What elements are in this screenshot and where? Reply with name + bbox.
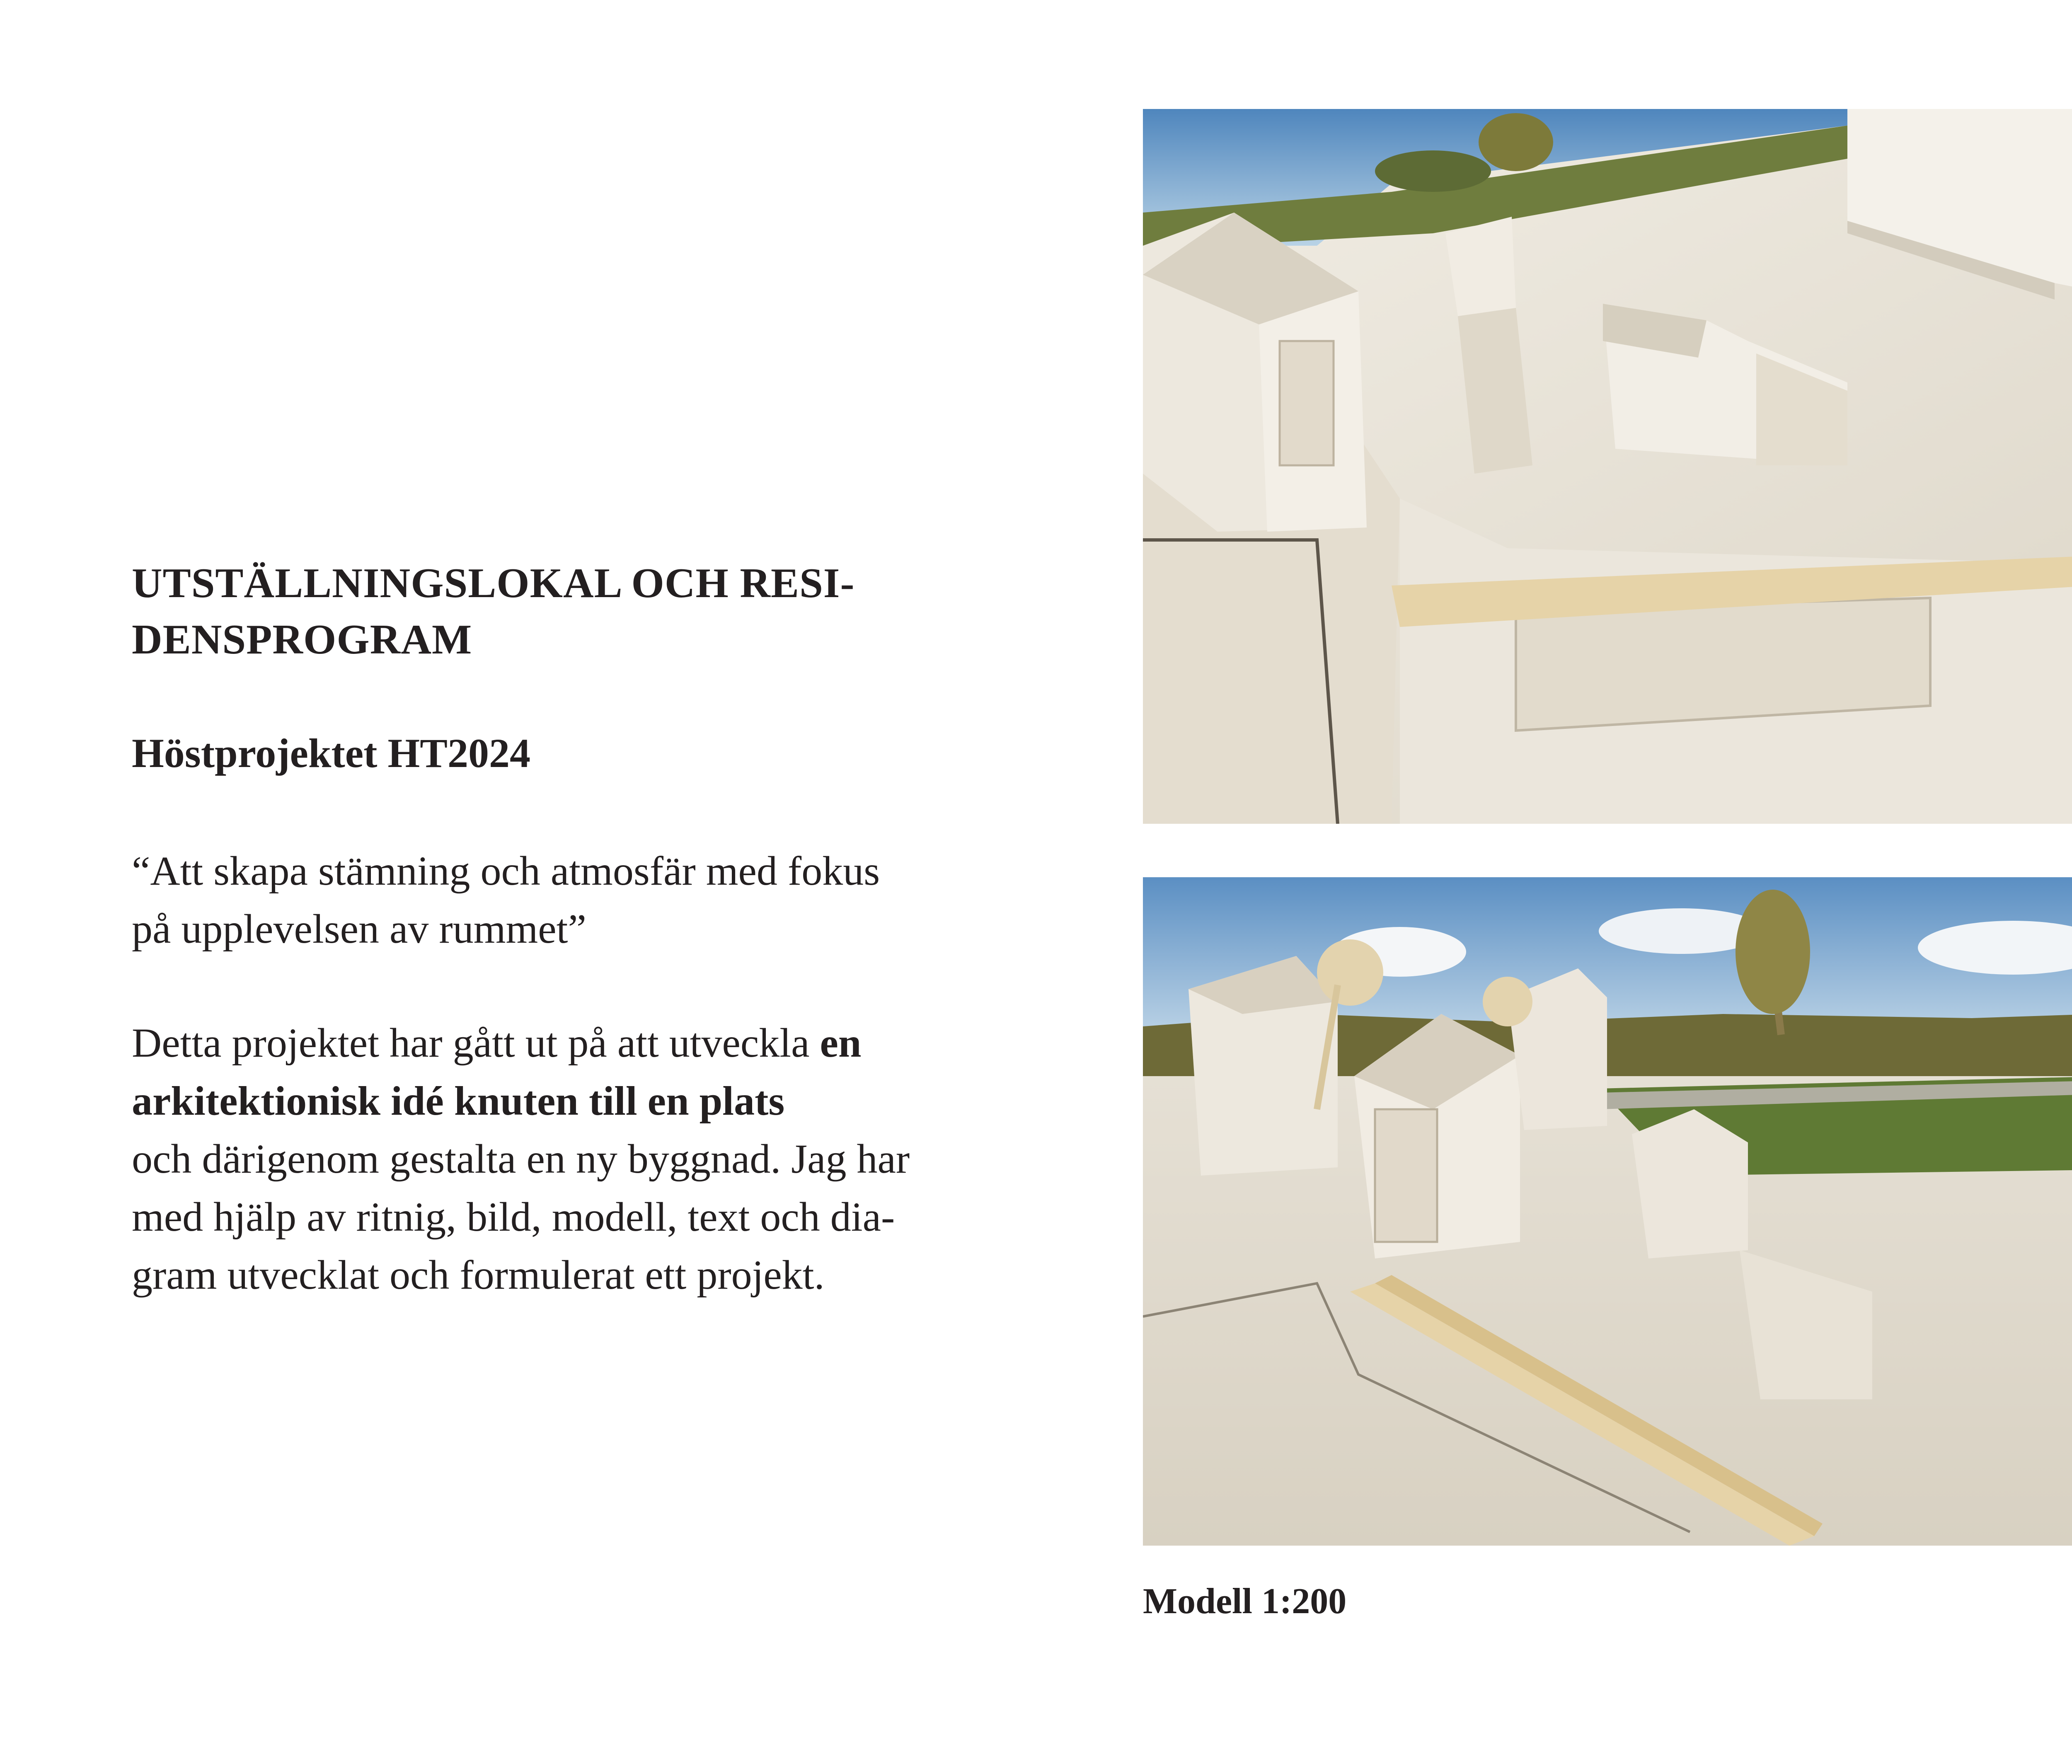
text-column [132,555,1085,1298]
description-line-4: med hjälp av ritnig, bild, modell, text och dia- [132,1194,895,1240]
model-photo-bottom [1143,877,2072,1546]
project-quote [132,842,1085,958]
title-line-2: DENSPROGRAM [132,616,472,663]
description-line-1: Detta projektet har gått ut på att utveckla [132,1020,820,1066]
description-bold-2: arkitektionisk idé knuten till en plats [132,1078,785,1124]
quote-line-2: på upplevelsen av rummet” [132,906,586,952]
title-line-1: UTSTÄLLNINGSLOKAL OCH RESI- [132,560,855,607]
description-line-3: och därigenom gestalta en ny byggnad. Jag har [132,1136,910,1182]
model-photo-top-image [1143,109,2072,824]
page-title [132,555,1085,668]
model-photo-bottom-image [1143,877,2072,1546]
project-description [132,1014,1085,1304]
quote-line-1: “Att skapa stämning och atmosfär med fokus [132,848,880,894]
photo-caption: Modell 1:200 [1143,1581,1347,1621]
description-bold-1: en [820,1020,862,1066]
model-photo-top [1143,109,2072,824]
description-line-5: gram utvecklat och formulerat ett projekt. [132,1252,825,1298]
project-subtitle: Höstprojektet HT2024 [132,730,530,776]
